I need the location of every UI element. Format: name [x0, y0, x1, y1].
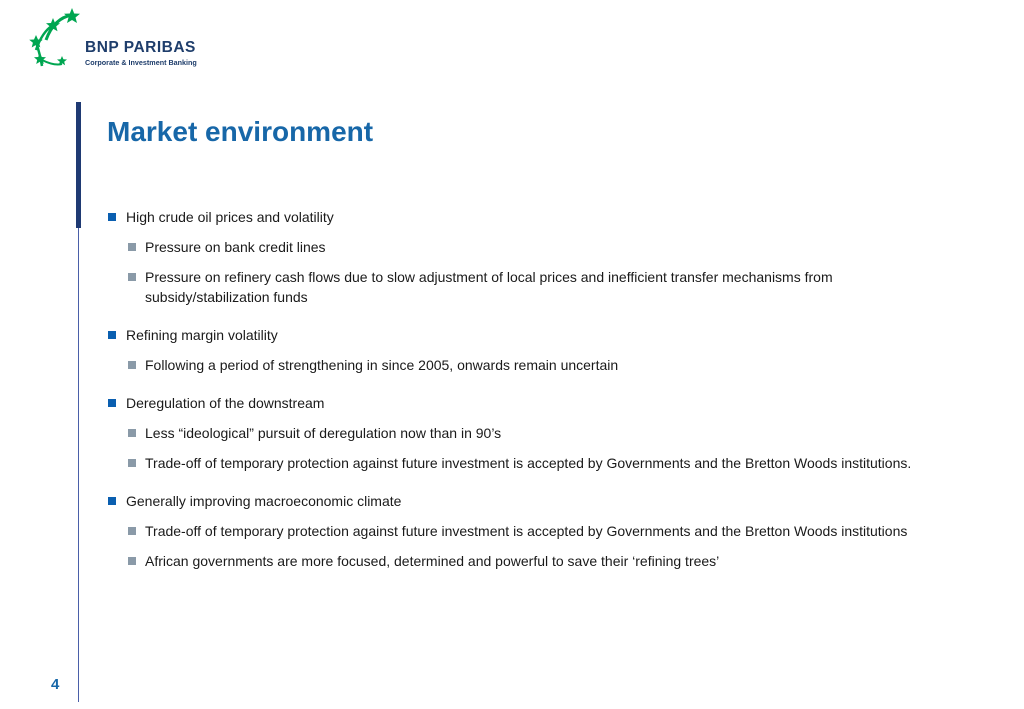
- sub-bullet-square-icon: [128, 429, 136, 437]
- bullet-text: Generally improving macroeconomic climate: [126, 493, 402, 509]
- bullet-item: [107, 491, 937, 511]
- sub-bullet-square-icon: [128, 459, 136, 467]
- sub-bullet-item: [107, 355, 937, 375]
- sub-bullet-item: [107, 551, 937, 571]
- bnp-paribas-logo: [28, 6, 198, 72]
- bullet-item: [107, 325, 937, 345]
- bullet-square-icon: [108, 331, 116, 339]
- bullet-text: High crude oil prices and volatility: [126, 209, 334, 225]
- bullet-item: [107, 393, 937, 413]
- page-number: 4: [51, 676, 60, 693]
- bullet-item: [107, 207, 937, 227]
- sub-bullet-text: Trade-off of temporary protection against future investment is accepted by Governments and the Bretton Woods institutions: [145, 523, 908, 539]
- sub-bullet-item: [107, 237, 937, 257]
- sub-bullet-square-icon: [128, 527, 136, 535]
- sub-bullet-text: African governments are more focused, determined and powerful to save their ‘refining trees’: [145, 553, 720, 569]
- sub-bullet-text: Trade-off of temporary protection against future investment is accepted by Governments and the Bretton Woods institutions.: [145, 455, 912, 471]
- bullet-text: Deregulation of the downstream: [126, 395, 325, 411]
- sub-bullet-text: Less “ideological” pursuit of deregulation now than in 90’s: [145, 425, 502, 441]
- sub-bullet-text: Following a period of strengthening in since 2005, onwards remain uncertain: [145, 357, 619, 373]
- sub-bullet-item: [107, 267, 937, 307]
- sub-bullet-text: Pressure on refinery cash flows due to slow adjustment of local prices and inefficient transfer mechanisms from subsidy/stabilization funds: [145, 269, 833, 305]
- bullet-square-icon: [108, 497, 116, 505]
- sub-bullet-item: [107, 423, 937, 443]
- sub-bullet-square-icon: [128, 243, 136, 251]
- sub-bullet-item: [107, 521, 937, 541]
- sub-bullet-text: Pressure on bank credit lines: [145, 239, 326, 255]
- logo-tagline: Corporate & Investment Banking: [85, 58, 197, 67]
- sub-bullet-square-icon: [128, 361, 136, 369]
- bullet-list: [107, 207, 937, 571]
- bullet-square-icon: [108, 213, 116, 221]
- sub-bullet-square-icon: [128, 273, 136, 281]
- logo-name: BNP PARIBAS: [85, 39, 196, 56]
- stars-logo-icon: [28, 6, 88, 72]
- title-accent-bar: [76, 102, 81, 228]
- bullet-text: Refining margin volatility: [126, 327, 278, 343]
- sub-bullet-item: [107, 453, 937, 473]
- bullet-square-icon: [108, 399, 116, 407]
- sub-bullet-square-icon: [128, 557, 136, 565]
- slide-title: Market environment: [107, 116, 374, 147]
